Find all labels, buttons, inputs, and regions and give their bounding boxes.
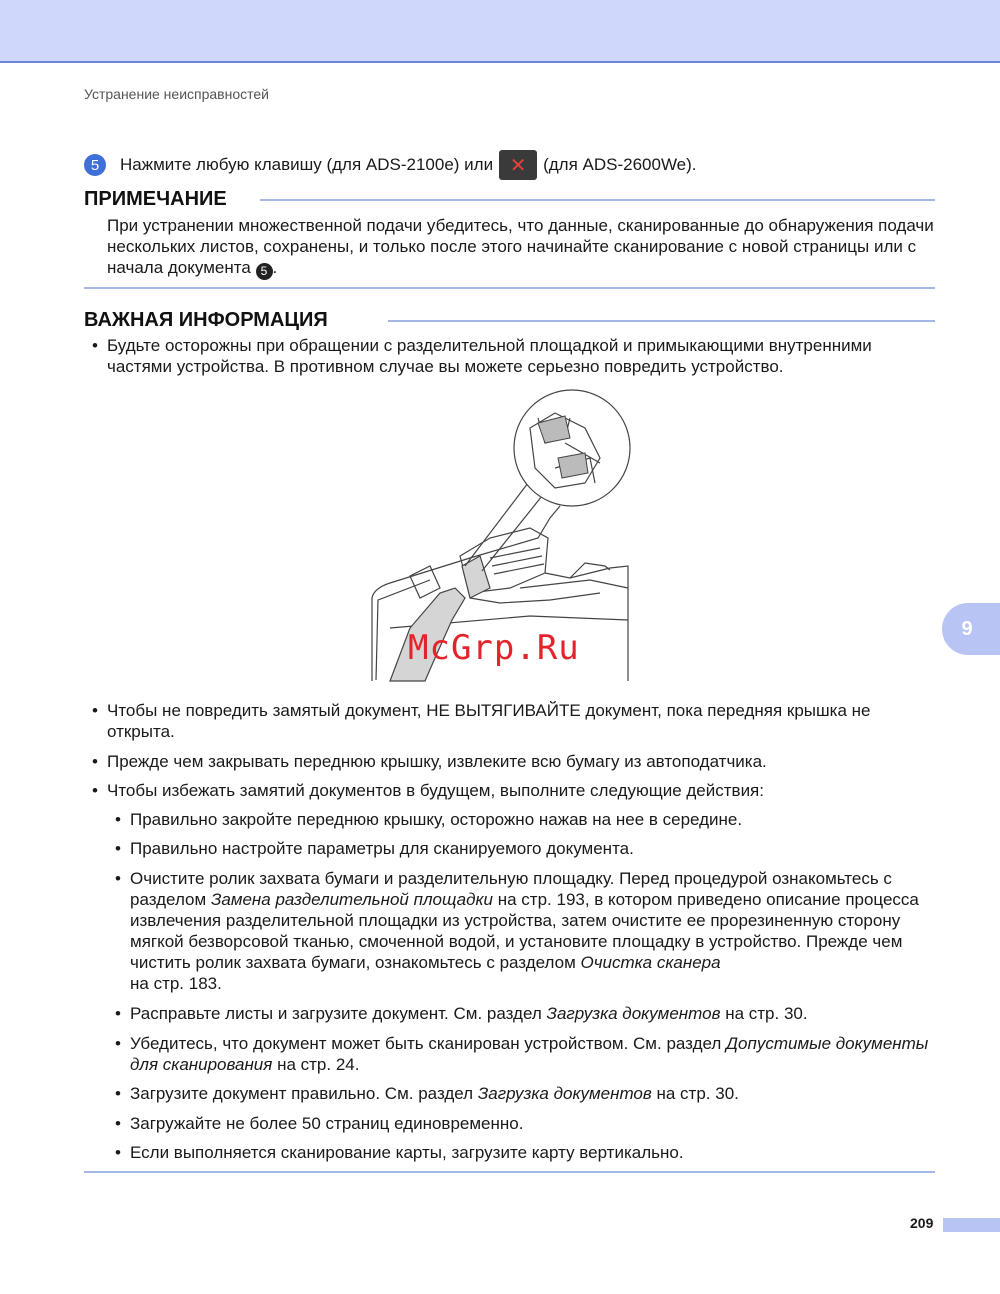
sub-bullet-8: • Если выполняется сканирование карты, загрузите карту вертикально.	[115, 1143, 684, 1162]
important-divider	[84, 1171, 935, 1173]
link-loading-documents[interactable]: Загрузка документов	[546, 1004, 721, 1023]
step-text-before: Нажмите любую клавишу (для ADS-2100e) или	[120, 155, 494, 174]
step-text-after: (для ADS-2600We).	[543, 155, 697, 174]
sub-bullet-1: • Правильно закройте переднюю крышку, осторожно нажав на нее в середине.	[115, 810, 743, 829]
important-bullet-2: • Чтобы не повредить замятый документ, НЕ ВЫТЯГИВАЙТЕ документ, пока передняя крышка не открыта.	[92, 701, 871, 741]
sub-bullet-5: • Убедитесь, что документ может быть сканирован устройством. См. раздел Допустимые документы для сканирования на стр. 24.	[115, 1034, 929, 1074]
important-title-rule	[388, 320, 935, 322]
page-number: 209	[910, 1215, 934, 1231]
sub-bullet-6: • Загрузите документ правильно. См. раздел Загрузка документов на стр. 30.	[115, 1084, 739, 1103]
sub-bullet-7: • Загружайте не более 50 страниц единовременно.	[115, 1114, 524, 1133]
important-bullet-3: • Прежде чем закрывать переднюю крышку, извлеките всю бумагу из автоподатчика.	[92, 752, 767, 771]
note-title: ПРИМЕЧАНИЕ	[84, 188, 227, 210]
step-5	[84, 150, 697, 180]
step-number: 5	[84, 154, 106, 176]
important-bullet-4: • Чтобы избежать замятий документов в будущем, выполните следующие действия:	[92, 781, 764, 800]
note-title-rule	[260, 199, 935, 201]
important-title: ВАЖНАЯ ИНФОРМАЦИЯ	[84, 309, 328, 331]
important-bullet-1: • Будьте осторожны при обращении с разделительной площадкой и примыкающими внутренними частями устройства. В противном случае вы можете серьезно повредить устройство.	[92, 336, 872, 376]
note-divider	[84, 287, 935, 289]
sub-bullet-4: • Расправьте листы и загрузите документ. См. раздел Загрузка документов на стр. 30.	[115, 1004, 808, 1023]
watermark: McGrp.Ru	[408, 628, 580, 668]
link-separation-pad[interactable]: Замена разделительной площадки	[210, 890, 493, 909]
sub-bullet-2: • Правильно настройте параметры для сканируемого документа.	[115, 839, 634, 858]
link-acceptable-documents[interactable]: Допустимые документы для сканирования	[130, 1034, 929, 1074]
link-loading-documents-2[interactable]: Загрузка документов	[477, 1084, 652, 1103]
header-band	[0, 0, 1000, 63]
note-text: При устранении множественной подачи убедитесь, что данные, сканированные до обнаружения подачи нескольких листов, сохранены, и только после этого начинайте сканирование с новой страницы или с начала документа 5 .	[107, 216, 934, 278]
stop-button-icon: ✕	[499, 150, 537, 180]
sub-bullet-3: • Очистите ролик захвата бумаги и разделительную площадку. Перед процедурой ознакомьтесь с разделом Замена разделительной площадки на стр. 193, в котором приведено описание процесса извлечения разделительной площадки из устройства, затем очистите ее прорезиненную сторону мягкой безворсовой тканью, смоченной водой, и установите площадку в устройство. Прежде чем чистить ролик захвата бумаги, ознакомьтесь с разделом Очистка сканера на стр. 183.	[115, 869, 919, 993]
chapter-tab: 9	[942, 603, 1000, 655]
section-title: Устранение неисправностей	[84, 86, 269, 102]
link-cleaning-scanner[interactable]: Очистка сканера	[580, 953, 721, 972]
step-ref-icon: 5	[256, 263, 273, 280]
page-number-bar	[943, 1218, 1000, 1232]
